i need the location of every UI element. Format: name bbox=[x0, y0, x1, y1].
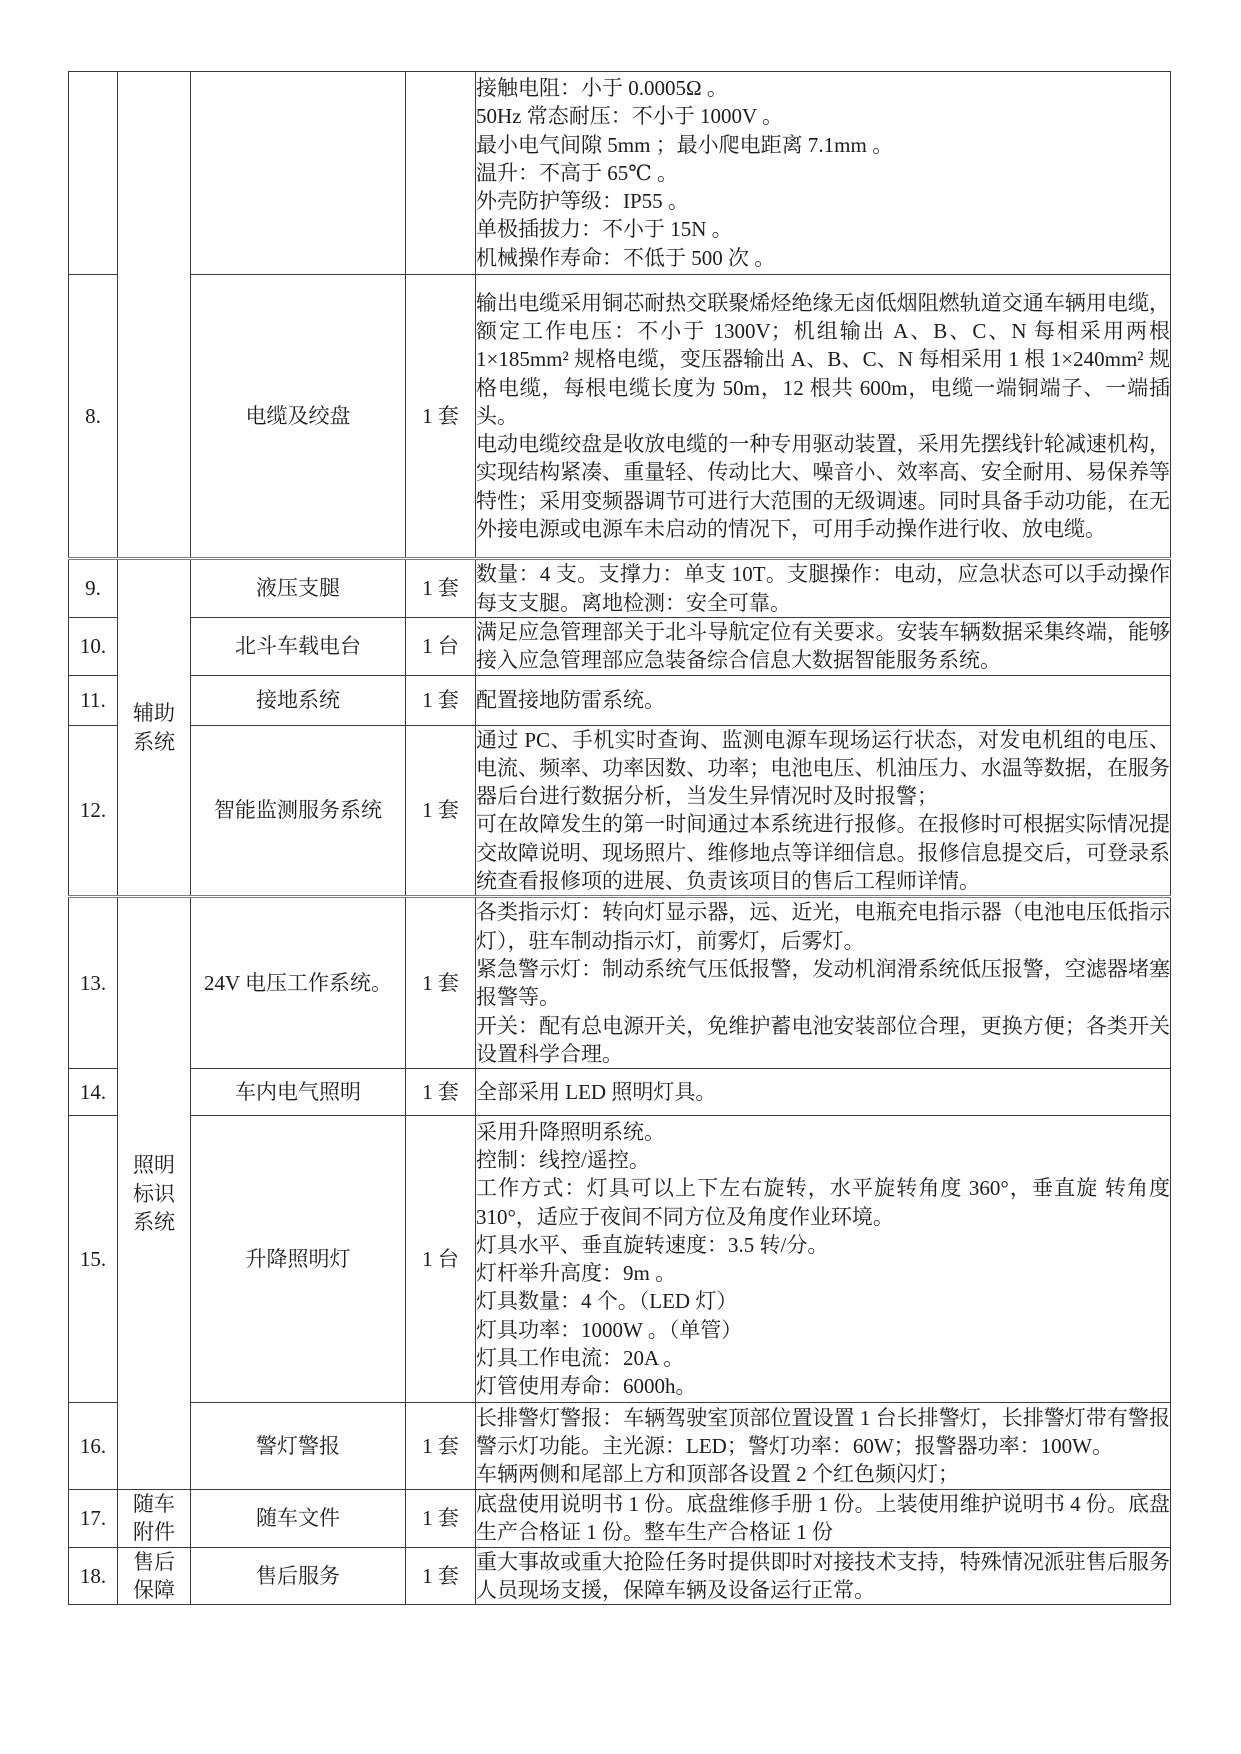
description-cell: 配置接地防雷系统。 bbox=[476, 675, 1171, 725]
item-name-cell: 电缆及绞盘 bbox=[191, 275, 406, 559]
category-cell bbox=[118, 72, 191, 559]
row-number-cell: 11. bbox=[69, 675, 118, 725]
row-number-cell bbox=[69, 72, 118, 275]
category-cell-vehicle-accessories: 随车 附件 bbox=[118, 1490, 191, 1548]
quantity-cell: 1 套 bbox=[406, 1490, 476, 1548]
row-number-cell: 8. bbox=[69, 275, 118, 559]
table-row-9 bbox=[69, 559, 1171, 618]
row-number-cell: 16. bbox=[69, 1403, 118, 1490]
table-row-13 bbox=[69, 897, 1171, 1069]
item-name-cell: 接地系统 bbox=[191, 675, 406, 725]
description-cell: 底盘使用说明书 1 份。底盘维修手册 1 份。上装使用维护说明书 4 份。底盘生产合格证 1 份。整车生产合格证 1 份 bbox=[476, 1490, 1171, 1548]
item-name-cell: 售后服务 bbox=[191, 1547, 406, 1605]
description-cell: 输出电缆采用铜芯耐热交联聚烯烃绝缘无卤低烟阻燃轨道交通车辆用电缆，额定工作电压：不小于 1300V；机组输出 A、B、C、N 每相采用两根 1×185mm² 规格电缆，变压器输出 A、B、C、N 每相采用 1 根 1×240mm² 规格电缆，每根电缆长度为 50m，12 根共 600m，电缆一端铜端子、一端插头。 电动电缆绞盘是收放电缆的一种专用驱动装置，采用先摆线针轮减速机构，实现结构紧凑、重量轻、传动比大、噪音小、效率高、安全耐用、易保养等特性；采用变频器调节可进行大范围的无级调速。同时具备手动功能，在无外接电源或电源车未启动的情况下，可用手动操作进行收、放电缆。 bbox=[476, 275, 1171, 559]
row-number-cell: 18. bbox=[69, 1547, 118, 1605]
table-row-17 bbox=[69, 1490, 1171, 1548]
table-row-11 bbox=[69, 675, 1171, 725]
description-cell: 通过 PC、手机实时查询、监测电源车现场运行状态，对发电机组的电压、电流、频率、功率因数、功率；电池电压、机油压力、水温等数据，在服务器后台进行数据分析，当发生异情况时及时报警； 可在故障发生的第一时间通过本系统进行报修。在报修时可根据实际情况提交故障说明、现场照片、维修地点等详细信息。报修信息提交后，可登录系统查看报修项的进展、负责该项目的售后工程师详情。 bbox=[476, 725, 1171, 897]
quantity-cell bbox=[406, 72, 476, 275]
description-cell: 接触电阻：小于 0.0005Ω 。 50Hz 常态耐压：不小于 1000V 。 最小电气间隙 5mm ；最小爬电距离 7.1mm 。 温升：不高于 65℃ 。 外壳防护等级：IP55 。 单极插拔力：不小于 15N 。 机械操作寿命：不低于 500 次 。 bbox=[476, 72, 1171, 275]
table-row-10 bbox=[69, 618, 1171, 676]
description-cell: 数量：4 支。支撑力：单支 10T。支腿操作：电动，应急状态可以手动操作每支支腿。离地检测：安全可靠。 bbox=[476, 559, 1171, 618]
description-cell: 长排警灯警报：车辆驾驶室顶部位置设置 1 台长排警灯，长排警灯带有警报警示灯功能。主光源：LED；警灯功率：60W；报警器功率：100W。 车辆两侧和尾部上方和顶部各设置 2 个红色频闪灯； bbox=[476, 1403, 1171, 1490]
item-name-cell: 智能监测服务系统 bbox=[191, 725, 406, 897]
table-row-14 bbox=[69, 1069, 1171, 1116]
table-row-15 bbox=[69, 1116, 1171, 1403]
description-cell: 重大事故或重大抢险任务时提供即时对接技术支持，特殊情况派驻售后服务人员现场支援，保障车辆及设备运行正常。 bbox=[476, 1547, 1171, 1605]
item-name-cell bbox=[191, 72, 406, 275]
description-cell: 满足应急管理部关于北斗导航定位有关要求。安装车辆数据采集终端，能够接入应急管理部应急装备综合信息大数据智能服务系统。 bbox=[476, 618, 1171, 676]
row-number-cell: 15. bbox=[69, 1116, 118, 1403]
quantity-cell: 1 套 bbox=[406, 275, 476, 559]
quantity-cell: 1 套 bbox=[406, 1069, 476, 1116]
item-name-cell: 升降照明灯 bbox=[191, 1116, 406, 1403]
category-cell-after-sales-support: 售后 保障 bbox=[118, 1547, 191, 1605]
quantity-cell: 1 套 bbox=[406, 1403, 476, 1490]
item-name-cell: 随车文件 bbox=[191, 1490, 406, 1548]
quantity-cell: 1 套 bbox=[406, 1547, 476, 1605]
quantity-cell: 1 套 bbox=[406, 897, 476, 1069]
category-cell-lighting-marking-system: 照明 标识 系统 bbox=[118, 897, 191, 1490]
row-number-cell: 17. bbox=[69, 1490, 118, 1548]
quantity-cell: 1 套 bbox=[406, 725, 476, 897]
table-row-8 bbox=[69, 275, 1171, 559]
table-row-12 bbox=[69, 725, 1171, 897]
item-name-cell: 警灯警报 bbox=[191, 1403, 406, 1490]
quantity-cell: 1 套 bbox=[406, 675, 476, 725]
category-cell-auxiliary-system: 辅助 系统 bbox=[118, 559, 191, 897]
item-name-cell: 北斗车载电台 bbox=[191, 618, 406, 676]
row-number-cell: 12. bbox=[69, 725, 118, 897]
table-row-16 bbox=[69, 1403, 1171, 1490]
row-number-cell: 10. bbox=[69, 618, 118, 676]
spec-table bbox=[68, 71, 1171, 1605]
description-cell: 全部采用 LED 照明灯具。 bbox=[476, 1069, 1171, 1116]
quantity-cell: 1 套 bbox=[406, 559, 476, 618]
row-number-cell: 13. bbox=[69, 897, 118, 1069]
row-number-cell: 9. bbox=[69, 559, 118, 618]
item-name-cell: 液压支腿 bbox=[191, 559, 406, 618]
row-number-cell: 14. bbox=[69, 1069, 118, 1116]
table-row-18 bbox=[69, 1547, 1171, 1605]
quantity-cell: 1 台 bbox=[406, 618, 476, 676]
quantity-cell: 1 台 bbox=[406, 1116, 476, 1403]
description-cell: 采用升降照明系统。 控制：线控/遥控。 工作方式：灯具可以上下左右旋转，水平旋转角度 360°，垂直旋 转角度 310°，适应于夜间不同方位及角度作业环境。 灯具水平、垂直旋转速度：3.5 转/分。 灯杆举升高度：9m 。 灯具数量：4 个。（LED 灯） 灯具功率：1000W 。（单管） 灯具工作电流：20A 。 灯管使用寿命：6000h。 bbox=[476, 1116, 1171, 1403]
item-name-cell: 24V 电压工作系统。 bbox=[191, 897, 406, 1069]
description-cell: 各类指示灯：转向灯显示器，远、近光，电瓶充电指示器（电池电压低指示灯），驻车制动指示灯，前雾灯，后雾灯。 紧急警示灯：制动系统气压低报警，发动机润滑系统低压报警，空滤器堵塞报警等。 开关：配有总电源开关，免维护蓄电池安装部位合理，更换方便；各类开关设置科学合理。 bbox=[476, 897, 1171, 1069]
table-row-continuation bbox=[69, 72, 1171, 275]
item-name-cell: 车内电气照明 bbox=[191, 1069, 406, 1116]
